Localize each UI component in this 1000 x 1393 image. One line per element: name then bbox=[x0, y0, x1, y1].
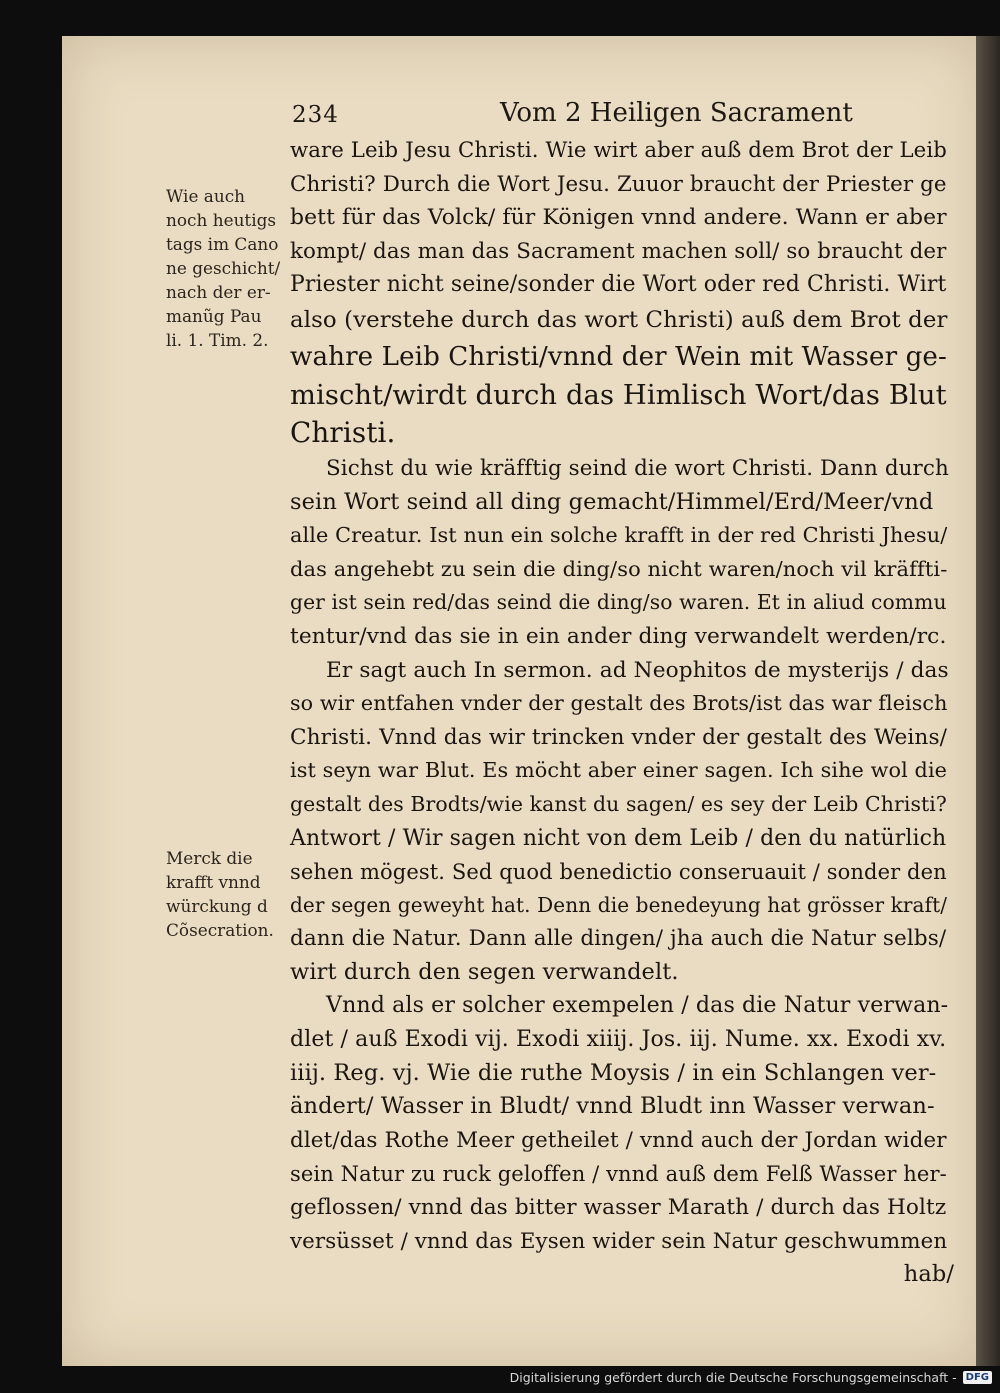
margin-note-consecration bbox=[166, 846, 294, 942]
text-line: also (verstehe durch das wort Christi) auß dem Brot der bbox=[290, 306, 948, 333]
text-line: Christi? Durch die Wort Jesu. Zuuor braucht der Priester ge bbox=[290, 171, 947, 197]
text-line: ändert/ Wasser in Bludt/ vnnd Bludt inn Wasser verwan- bbox=[290, 1093, 935, 1120]
margin-line: nach der er- bbox=[166, 282, 271, 302]
text-line: dann die Natur. Dann alle dingen/ jha auch die Natur selbs/ bbox=[290, 926, 947, 952]
text-line: mischt/wirdt durch das Himlisch Wort/das Blut bbox=[290, 379, 947, 411]
text-line: gestalt des Brodts/wie kanst du sagen/ es sey der Leib Christi? bbox=[290, 791, 947, 816]
credit-text: Digitalisierung gefördert durch die Deutsche Forschungsgemeinschaft - bbox=[509, 1369, 957, 1385]
text-line: tentur/vnd das sie in ein ander ding verwandelt werden/rc. bbox=[290, 623, 947, 649]
text-line: ware Leib Jesu Christi. Wie wirt aber auß dem Brot der Leib bbox=[290, 138, 947, 163]
next-page-edge bbox=[976, 36, 1000, 1366]
text-line: das angehebt zu sein die ding/so nicht waren/noch vil kräffti- bbox=[290, 556, 948, 581]
text-line: wirt durch den segen verwandelt. bbox=[290, 958, 679, 985]
text-line: sehen mögest. Sed quod benedictio conseruauit / sonder den bbox=[290, 859, 947, 885]
text-line: Priester nicht seine/sonder die Wort oder red Christi. Wirt bbox=[290, 272, 947, 298]
margin-line: würckung d bbox=[166, 896, 268, 916]
text-line: alle Creatur. Ist nun ein solche krafft in der red Christi Jhesu/ bbox=[290, 523, 948, 548]
text-line: wahre Leib Christi/vnnd der Wein mit Wasser ge- bbox=[290, 342, 947, 373]
text-line: so wir entfahen vnder der gestalt des Brots/ist das war fleisch bbox=[290, 691, 948, 716]
digitization-credit bbox=[510, 1367, 992, 1387]
body-text bbox=[290, 134, 962, 1292]
text-line: sein Natur zu ruck geloffen / vnnd auß dem Felß Wasser her- bbox=[290, 1161, 947, 1187]
margin-line: noch heutigs bbox=[166, 210, 277, 230]
margin-line: ne geschicht/ bbox=[166, 258, 281, 278]
text-line: Christi. Vnnd das wir trincken vnder der gestalt des Weins/ bbox=[290, 724, 948, 750]
text-line: Antwort / Wir sagen nicht von dem Leib / den du natürlich bbox=[290, 825, 947, 851]
text-line: iiij. Reg. vj. Wie die ruthe Moysis / in ein Schlangen ver- bbox=[290, 1059, 937, 1086]
dfg-logo: DFG bbox=[963, 1371, 992, 1384]
text-line: kompt/ das man das Sacrament machen soll/ so braucht der bbox=[290, 238, 947, 264]
margin-line: li. 1. Tim. 2. bbox=[166, 330, 269, 350]
text-line: sein Wort seind all ding gemacht/Himmel/Erd/Meer/vnd bbox=[290, 488, 934, 515]
text-line: ger ist sein red/das seind die ding/so waren. Et in aliud commu bbox=[290, 590, 947, 615]
text-line: Sichst du wie kräfftig seind die wort Christi. Dann durch bbox=[326, 455, 949, 481]
text-line: geflossen/ vnnd das bitter wasser Marath / durch das Holtz bbox=[290, 1195, 947, 1221]
text-line: dlet / auß Exodi vij. Exodi xiiij. Jos. iij. Nume. xx. Exodi xv. bbox=[290, 1027, 947, 1053]
text-line: ist seyn war Blut. Es möcht aber einer sagen. Ich sihe wol die bbox=[290, 758, 948, 783]
text-line: dlet/das Rothe Meer getheilet / vnnd auch der Jordan wider bbox=[290, 1127, 947, 1153]
margin-line: krafft vnnd bbox=[166, 872, 261, 892]
margin-line: Wie auch bbox=[166, 186, 246, 206]
text-line: Er sagt auch In sermon. ad Neophitos de mysterijs / das bbox=[326, 657, 949, 683]
margin-line: Cõsecration. bbox=[166, 920, 274, 940]
margin-line: Merck die bbox=[166, 848, 253, 868]
text-line: versüsset / vnnd das Eysen wider sein Natur geschwummen bbox=[290, 1228, 948, 1254]
margin-line: tags im Cano bbox=[166, 234, 279, 254]
text-line: Vnnd als er solcher exempelen / das die Natur verwan- bbox=[326, 992, 949, 1019]
text-line: bett für das Volck/ für Königen vnnd andere. Wann er aber bbox=[290, 205, 947, 231]
catchword: hab/ bbox=[903, 1261, 954, 1288]
margin-note-canon bbox=[166, 184, 294, 352]
page-number: 234 bbox=[292, 102, 339, 128]
margin-line: manũg Pau bbox=[166, 306, 262, 326]
running-head: Vom 2 Heiligen Sacrament bbox=[500, 98, 853, 128]
text-line: Christi. bbox=[290, 416, 396, 450]
text-line: der segen geweyht hat. Denn die benedeyung hat grösser kraft/ bbox=[290, 892, 948, 917]
